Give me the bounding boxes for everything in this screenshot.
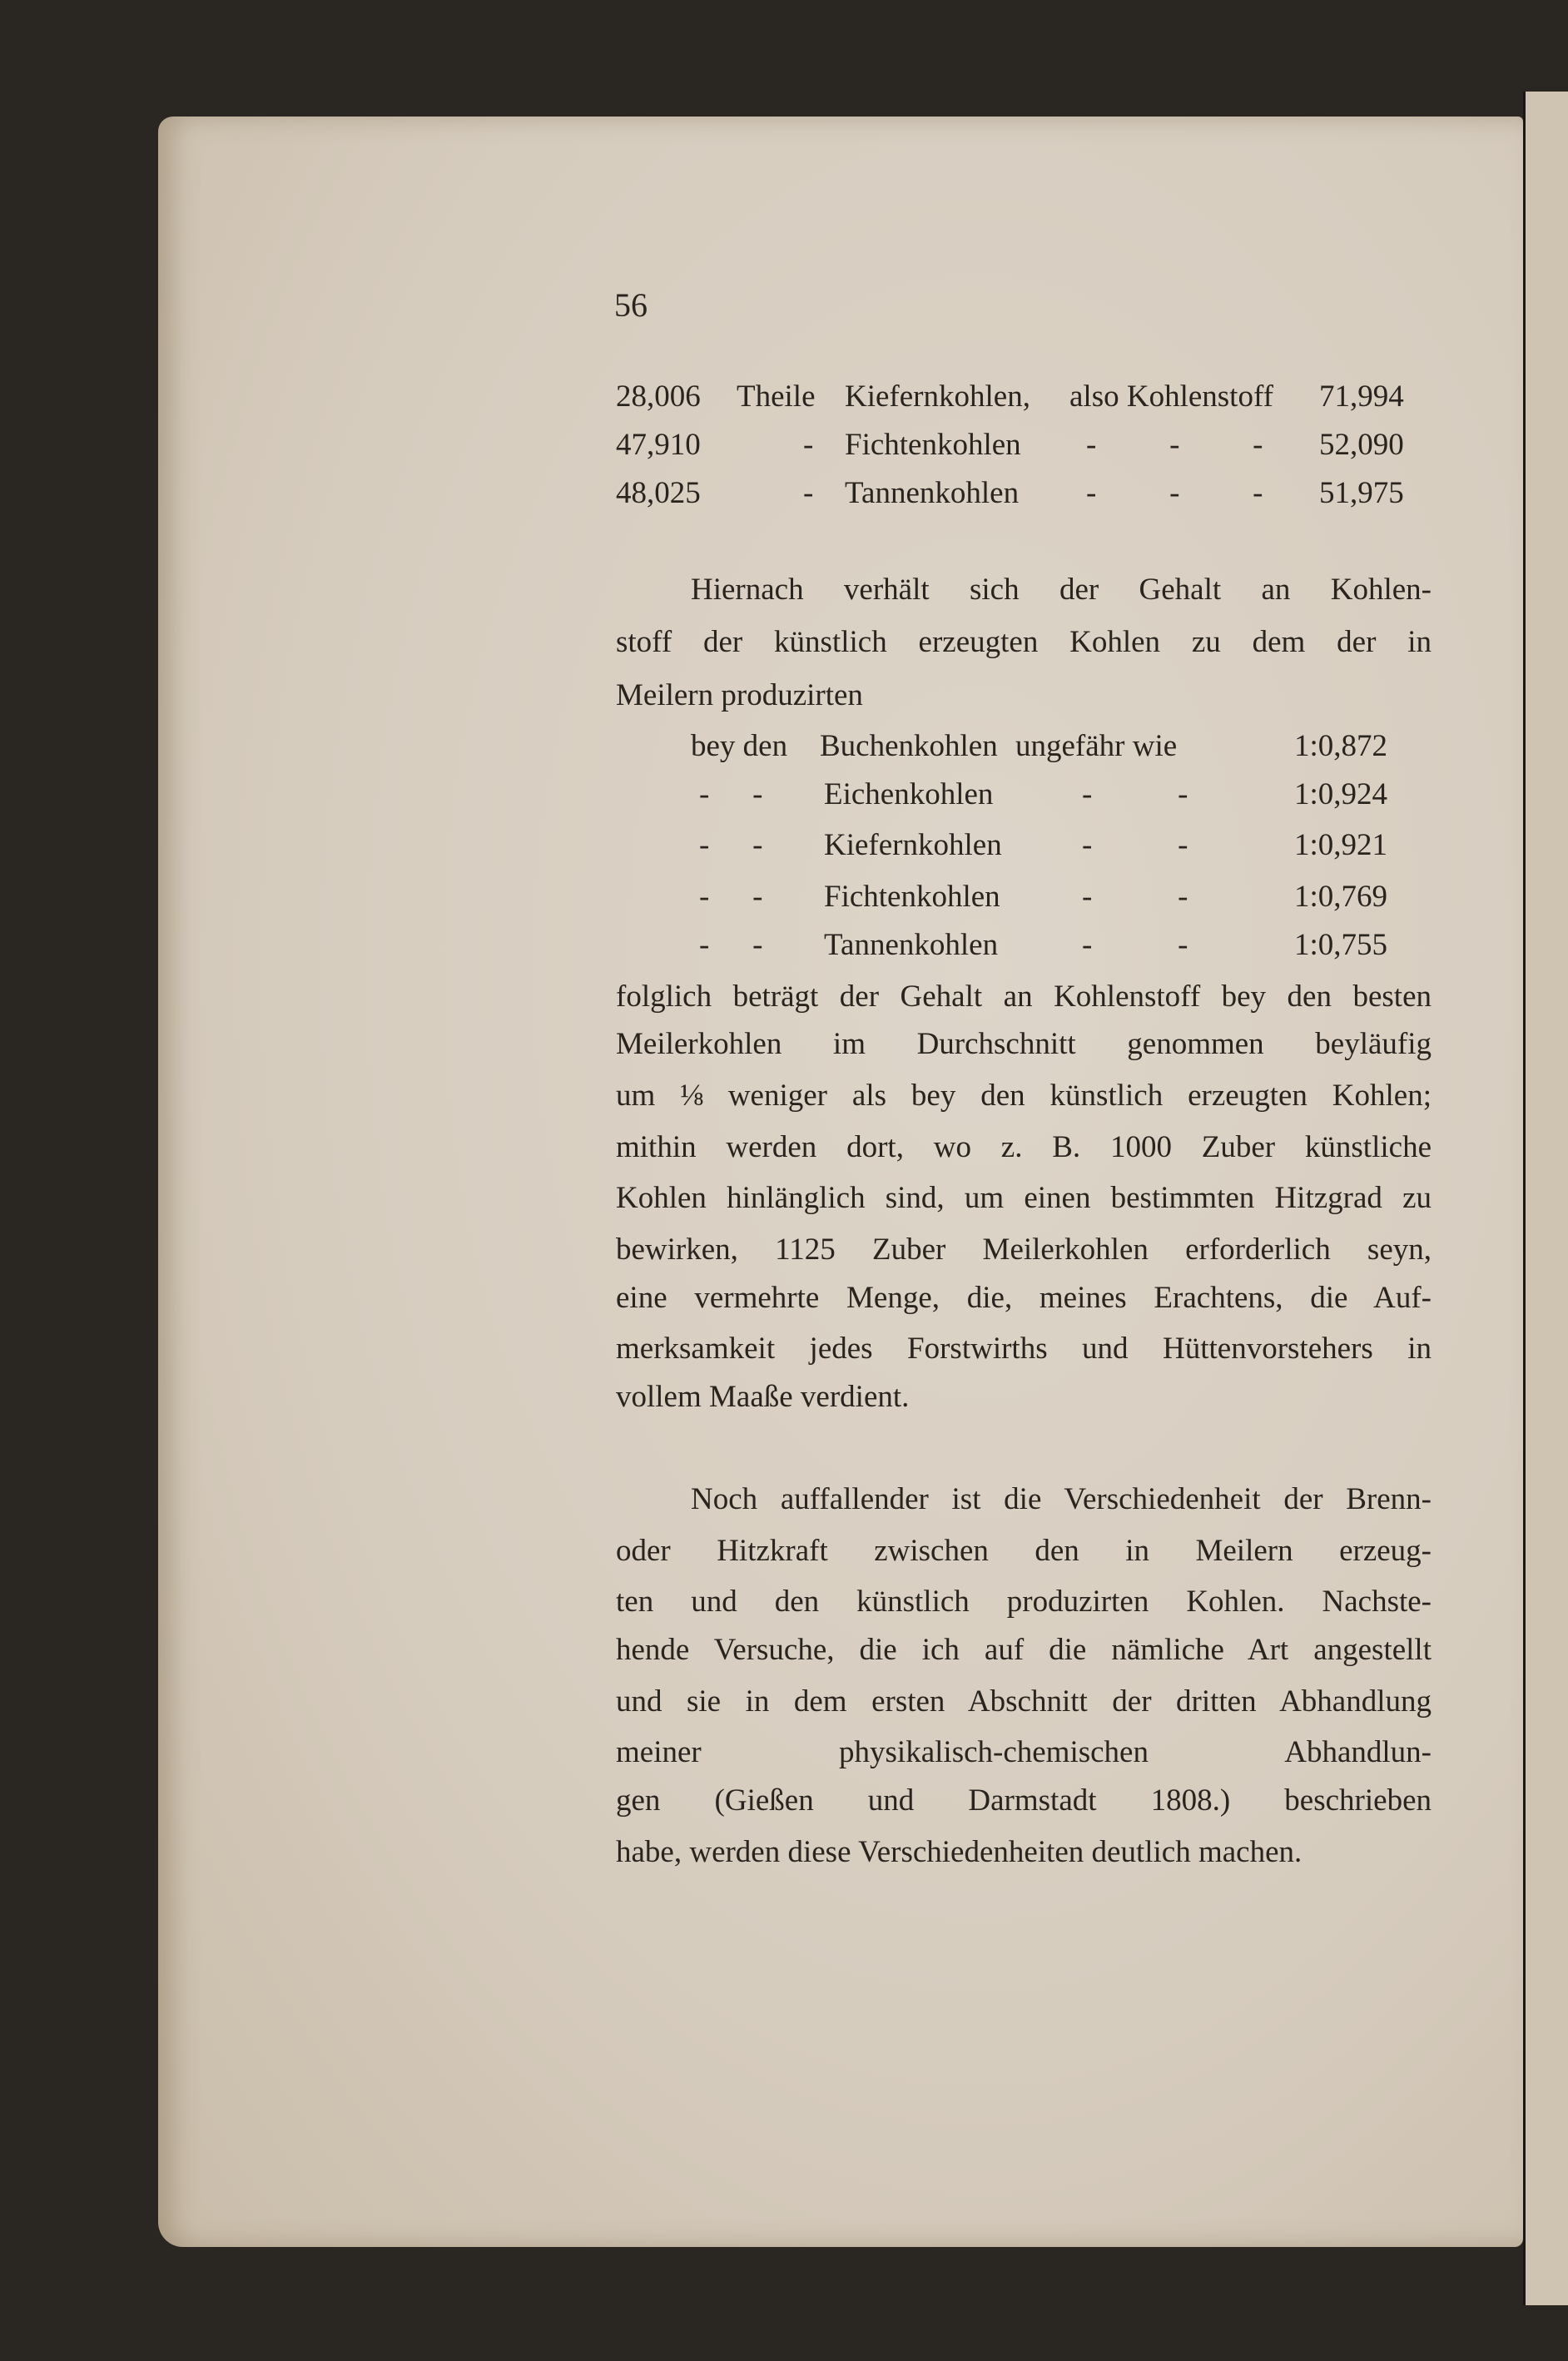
table-row [616,879,1432,915]
cell-type: Fichtenkohlen [824,880,1000,914]
cell-amount: 47,910 [616,428,701,462]
cell-type: Eichenkohlen [824,777,994,811]
cell-ratio: 1:0,921 [1294,828,1388,862]
cell-mid: - - [1082,828,1188,862]
cell-type: Buchenkohlen [820,729,998,763]
paragraph-line: meiner physikalisch-chemischen Abhandlun- [616,1735,1432,1769]
cell-unit: - [803,428,814,462]
paragraph-line: um ⅛ weniger als bey den künstlich erzeugten Kohlen; [616,1079,1432,1113]
cell-amount: 48,025 [616,476,701,510]
cell-ratio: 1:0,755 [1294,928,1388,962]
cell-type: Tannenkohlen [824,928,999,962]
cell-amount: 28,006 [616,379,701,414]
paragraph-line: stoff der künstlich erzeugten Kohlen zu dem der in [616,625,1432,659]
adjacent-page-edge [1523,92,1568,2305]
cell-mid: - - - [1086,476,1263,510]
cell-mid: also Kohlenstoff [1069,379,1273,414]
paragraph-line: oder Hitzkraft zwischen den in Meilern erzeug- [616,1534,1432,1568]
cell-mid: - - [1082,880,1188,914]
cell-value: 71,994 [1319,379,1404,414]
paragraph-line: ten und den künstlich produzirten Kohlen. Nachste- [616,1585,1432,1619]
cell-mid: - - [1082,777,1188,811]
table-row [616,728,1432,765]
cell-prefix: - - [699,828,763,862]
table-row [616,427,1432,464]
paragraph-line: bewirken, 1125 Zuber Meilerkohlen erforderlich seyn, [616,1233,1432,1267]
cell-prefix: - - [699,777,763,811]
table-row [616,379,1432,415]
paragraph-line: Meilerkohlen im Durchschnitt genommen beyläufig [616,1027,1432,1061]
page-number: 56 [614,286,648,324]
paragraph-line: und sie in dem ersten Abschnitt der dritten Abhandlung [616,1684,1432,1719]
paragraph-line: Noch auffallender ist die Verschiedenheit der Brenn- [691,1482,1432,1516]
paragraph-line: Meilern produzirten [616,678,863,712]
paragraph-line: Hiernach verhält sich der Gehalt an Kohlen- [691,573,1432,607]
cell-ratio: 1:0,769 [1294,880,1388,914]
paragraph-line: gen (Gießen und Darmstadt 1808.) beschrieben [616,1783,1432,1818]
table-row [616,927,1432,964]
cell-value: 52,090 [1319,428,1404,462]
cell-unit: Theile [737,379,816,414]
paragraph-line: folglich beträgt der Gehalt an Kohlenstoff bey den besten [616,980,1432,1014]
cell-ratio: 1:0,872 [1294,729,1388,763]
paragraph-line: mithin werden dort, wo z. B. 1000 Zuber künstliche [616,1130,1432,1164]
paragraph-line: Kohlen hinlänglich sind, um einen bestimmten Hitzgrad zu [616,1181,1432,1215]
cell-mid: ungefähr wie [1015,729,1178,763]
cell-mid: - - [1082,928,1188,962]
paragraph-line: vollem Maaße verdient. [616,1380,910,1414]
paragraph-line: hende Versuche, die ich auf die nämliche Art angestellt [616,1633,1432,1667]
cell-prefix: - - [699,880,763,914]
cell-type: Tannenkohlen [845,476,1020,510]
cell-mid: - - - [1086,428,1263,462]
cell-type: Kiefernkohlen, [845,379,1030,414]
cell-value: 51,975 [1319,476,1404,510]
paragraph-line: merksamkeit jedes Forstwirths und Hüttenvorstehers in [616,1332,1432,1366]
table-row [616,475,1432,512]
cell-unit: - [803,476,814,510]
cell-prefix: bey den [691,729,788,763]
table-row [616,827,1432,864]
cell-prefix: - - [699,928,763,962]
table-row [616,776,1432,813]
paragraph-line: eine vermehrte Menge, die, meines Erachtens, die Auf- [616,1281,1432,1315]
cell-ratio: 1:0,924 [1294,777,1388,811]
cell-type: Kiefernkohlen [824,828,1002,862]
paragraph-line: habe, werden diese Verschiedenheiten deutlich machen. [616,1835,1303,1869]
cell-type: Fichtenkohlen [845,428,1021,462]
